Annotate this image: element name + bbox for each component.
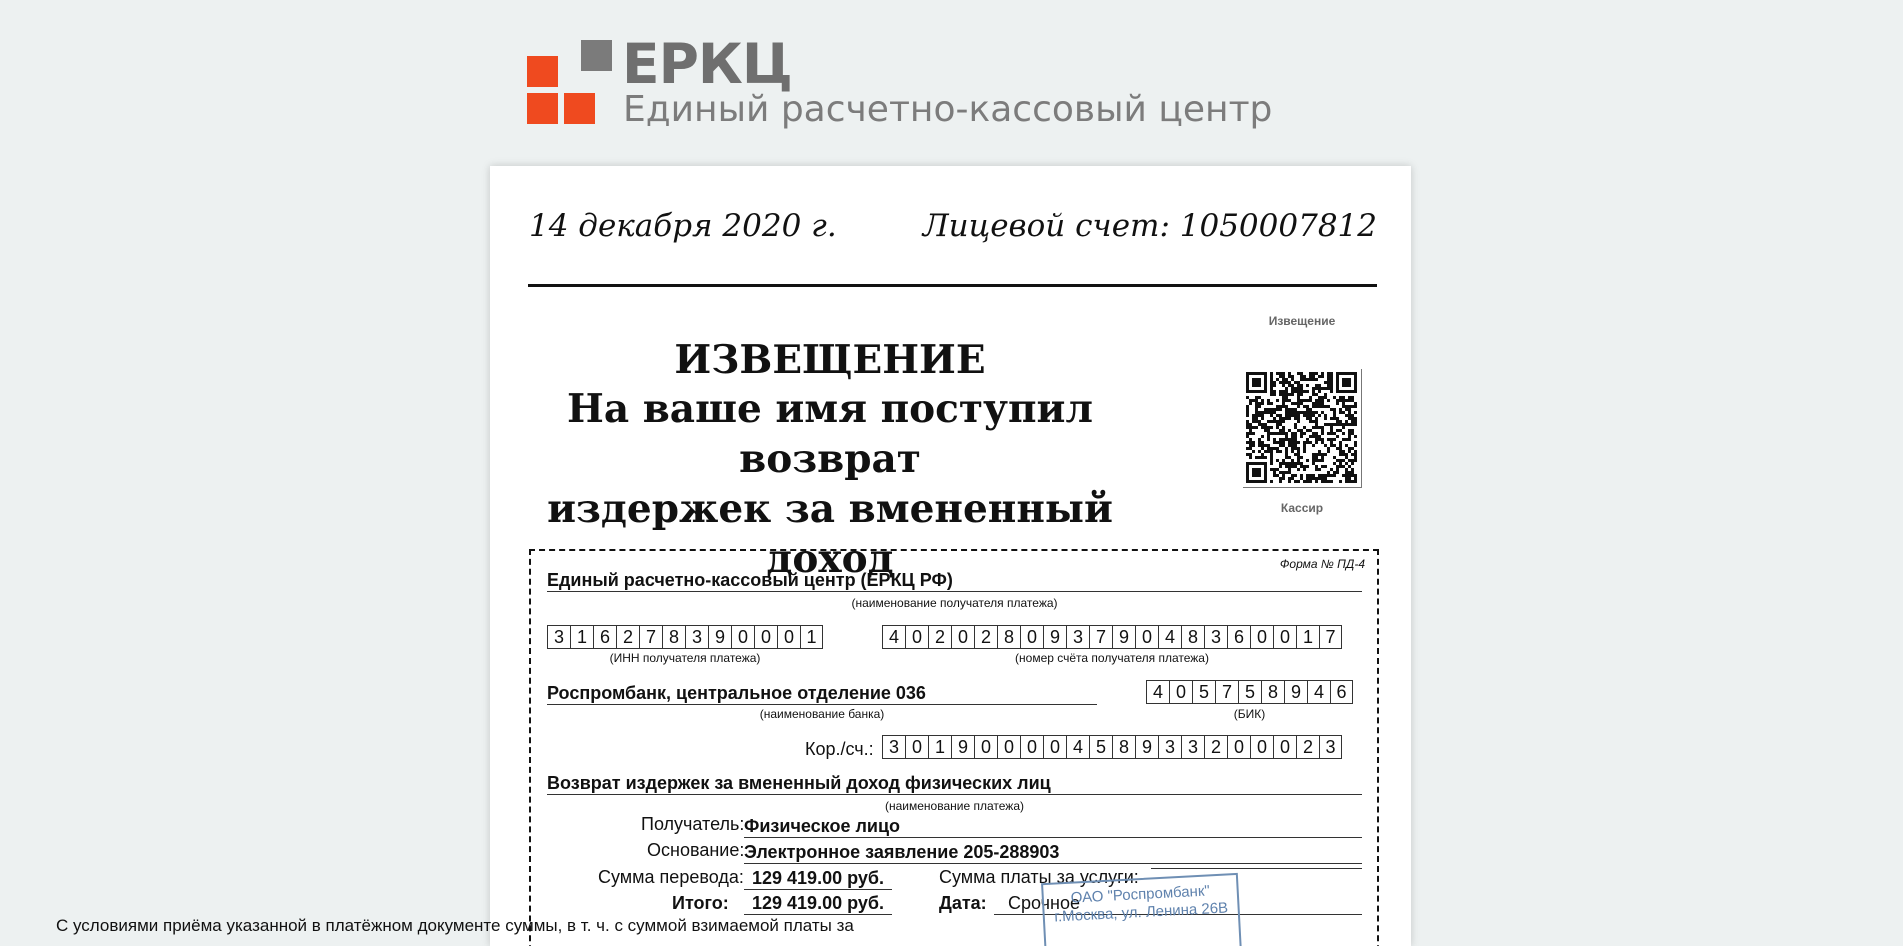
bik-digit: 6 — [1330, 680, 1353, 704]
account-digit: 8 — [997, 625, 1020, 649]
account-digit: 0 — [1250, 625, 1273, 649]
kor-digit: 0 — [905, 735, 928, 759]
account-digit: 4 — [1158, 625, 1181, 649]
kor-digit: 2 — [1296, 735, 1319, 759]
basis-label: Основание: — [647, 840, 745, 860]
notice-heading: ИЗВЕЩЕНИЕ — [674, 337, 986, 383]
kor-digit: 0 — [974, 735, 997, 759]
inn-cells — [547, 625, 823, 649]
account-digit: 0 — [1135, 625, 1158, 649]
account-digit: 7 — [1089, 625, 1112, 649]
payment-name: Возврат издержек за вмененный доход физических лиц — [547, 773, 1362, 795]
header-divider — [528, 284, 1377, 287]
kor-digit: 2 — [1204, 735, 1227, 759]
inn-digit: 3 — [547, 625, 570, 649]
payment-name-caption: (наименование платежа) — [885, 799, 1024, 813]
kor-digit: 8 — [1112, 735, 1135, 759]
notice-subheading-line1: На ваше имя поступил возврат — [567, 386, 1093, 482]
kor-digit: 3 — [882, 735, 905, 759]
bik-digit: 7 — [1215, 680, 1238, 704]
account-digit: 7 — [1319, 625, 1342, 649]
kor-digit: 5 — [1089, 735, 1112, 759]
bik-digit: 9 — [1284, 680, 1307, 704]
bik-digit: 5 — [1238, 680, 1261, 704]
kor-digit: 0 — [997, 735, 1020, 759]
account-digit: 9 — [1112, 625, 1135, 649]
fee-label: Сумма платы за услуги: — [939, 867, 1139, 887]
notice-title — [530, 336, 1130, 584]
inn-digit: 8 — [662, 625, 685, 649]
logo-square-gray — [581, 40, 612, 71]
account-digit: 2 — [928, 625, 951, 649]
recipient-name: Единый расчетно-кассовый центр (ЕРКЦ РФ) — [547, 570, 1362, 592]
logo-square-orange — [527, 56, 558, 87]
inn-caption: (ИНН получателя платежа) — [609, 651, 761, 665]
bik-caption: (БИК) — [1233, 707, 1266, 721]
total-value: 129 419.00 руб. — [744, 893, 892, 915]
date-value: Срочное — [994, 893, 1362, 915]
document-date: 14 декабря 2020 г. — [529, 208, 837, 244]
qr-caption-bottom: Кассир — [1280, 501, 1324, 515]
kor-digit: 4 — [1066, 735, 1089, 759]
account-digit: 0 — [905, 625, 928, 649]
logo-subtitle: Единый расчетно-кассовый центр — [623, 89, 1273, 130]
form-number: Форма № ПД-4 — [1279, 557, 1365, 571]
kor-digit: 1 — [928, 735, 951, 759]
kor-digit: 9 — [1135, 735, 1158, 759]
kor-digit: 0 — [1250, 735, 1273, 759]
bik-digit: 4 — [1146, 680, 1169, 704]
notice-document — [490, 166, 1411, 946]
bank-name-caption: (наименование банка) — [759, 707, 885, 721]
inn-digit: 3 — [685, 625, 708, 649]
kor-digit: 0 — [1227, 735, 1250, 759]
sum-value: 129 419.00 руб. — [744, 868, 892, 890]
bank-name: Роспромбанк, центральное отделение 036 — [547, 683, 1097, 705]
bik-digit: 8 — [1261, 680, 1284, 704]
qr-caption-top: Извещение — [1268, 314, 1336, 328]
sum-label: Сумма перевода: — [598, 867, 744, 887]
inn-digit: 1 — [800, 625, 823, 649]
account-cells — [882, 625, 1342, 649]
account-digit: 8 — [1181, 625, 1204, 649]
inn-digit: 0 — [731, 625, 754, 649]
logo-square-orange — [564, 93, 595, 124]
stamp-line1: ОАО "Роспромбанк" — [1070, 882, 1211, 907]
logo-square-orange — [527, 93, 558, 124]
account-digit: 3 — [1204, 625, 1227, 649]
kor-digit: 3 — [1158, 735, 1181, 759]
account-digit: 3 — [1066, 625, 1089, 649]
account-digit: 2 — [974, 625, 997, 649]
account-digit: 0 — [1020, 625, 1043, 649]
bik-cells — [1146, 680, 1353, 704]
kor-digit: 3 — [1181, 735, 1204, 759]
bik-digit: 4 — [1307, 680, 1330, 704]
bank-stamp — [1041, 873, 1242, 946]
kor-digit: 0 — [1043, 735, 1066, 759]
qr-frame — [1243, 369, 1362, 488]
account-digit: 4 — [882, 625, 905, 649]
notice-subheading-line2: издержек за вмененный доход — [547, 486, 1113, 582]
account-caption: (номер счёта получателя платежа) — [1015, 651, 1209, 665]
kor-digit: 9 — [951, 735, 974, 759]
inn-digit: 0 — [754, 625, 777, 649]
recipient-name-caption: (наименование получателя платежа) — [851, 596, 1058, 610]
inn-digit: 6 — [593, 625, 616, 649]
payment-form — [529, 549, 1379, 946]
account-digit: 9 — [1043, 625, 1066, 649]
kor-digit: 0 — [1273, 735, 1296, 759]
basis-value: Электронное заявление 205-288903 — [744, 842, 1362, 864]
kor-label: Кор./сч.: — [805, 739, 874, 759]
total-label: Итого: — [672, 893, 729, 913]
account-digit: 6 — [1227, 625, 1250, 649]
fee-value — [1151, 868, 1362, 869]
inn-digit: 1 — [570, 625, 593, 649]
logo-title: ЕРКЦ — [622, 32, 792, 96]
payee-value: Физическое лицо — [744, 816, 1362, 838]
account-digit: 0 — [1273, 625, 1296, 649]
account-digit: 0 — [951, 625, 974, 649]
stamp-line2: г.Москва, ул. Ленина 26В — [1053, 899, 1229, 926]
kor-digit: 3 — [1319, 735, 1342, 759]
account-number: Лицевой счет: 1050007812 — [922, 208, 1377, 244]
bik-digit: 5 — [1192, 680, 1215, 704]
date-label: Дата: — [939, 893, 987, 913]
bik-digit: 0 — [1169, 680, 1192, 704]
inn-digit: 7 — [639, 625, 662, 649]
terms-text: С условиями приёма указанной в платёжном документе суммы, в т. ч. с суммой взимаемой платы за — [56, 916, 854, 935]
inn-digit: 9 — [708, 625, 731, 649]
erkc-logo — [527, 32, 1273, 138]
inn-digit: 0 — [777, 625, 800, 649]
account-digit: 1 — [1296, 625, 1319, 649]
payee-label: Получатель: — [641, 814, 745, 834]
kor-cells — [882, 735, 1342, 759]
kor-digit: 0 — [1020, 735, 1043, 759]
inn-digit: 2 — [616, 625, 639, 649]
